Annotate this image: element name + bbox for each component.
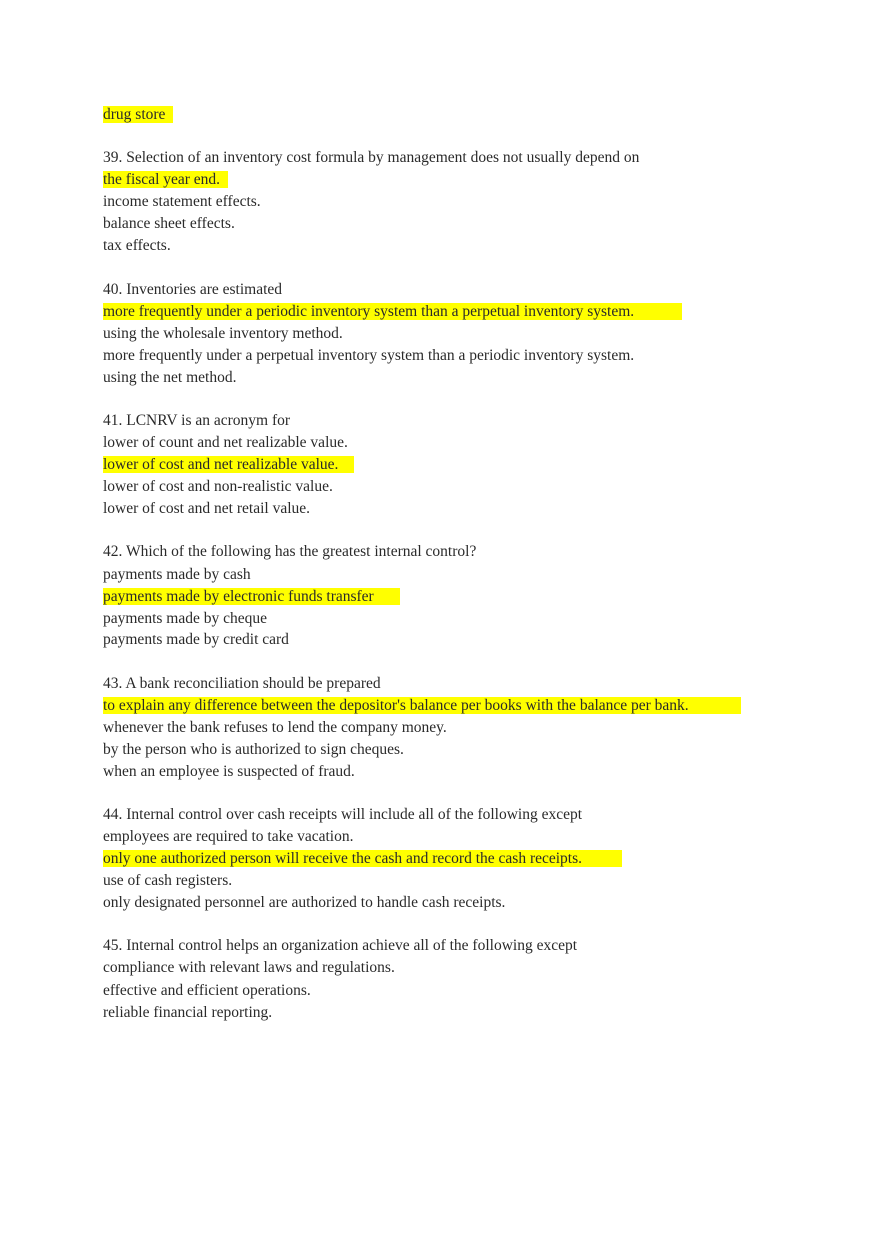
question-45-option-1: compliance with relevant laws and regulations. (103, 959, 395, 976)
question-42-option-1: payments made by cash (103, 566, 251, 583)
question-42-option-4: payments made by credit card (103, 631, 289, 648)
question-40-prompt: 40. Inventories are estimated (103, 281, 283, 298)
question-43-option-1 (103, 695, 741, 716)
question-41-option-2 (103, 454, 354, 475)
question-43-prompt: 43. A bank reconciliation should be prepared (103, 675, 381, 692)
question-41-option-1: lower of count and net realizable value. (103, 434, 348, 451)
highlighted-answer: only one authorized person will receive the cash and record the cash receipts. (103, 850, 622, 867)
question-40-option-3: more frequently under a perpetual inventory system than a periodic inventory system. (103, 347, 635, 364)
question-41-option-3: lower of cost and non-realistic value. (103, 478, 333, 495)
question-45-option-3: reliable financial reporting. (103, 1004, 273, 1021)
question-42-prompt: 42. Which of the following has the greatest internal control? (103, 543, 477, 560)
question-44-option-2 (103, 848, 622, 869)
question-39-prompt: 39. Selection of an inventory cost formula by management does not usually depend on (103, 149, 640, 166)
question-44-option-1: employees are required to take vacation. (103, 828, 354, 845)
question-39-option-4: tax effects. (103, 237, 171, 254)
question-45-option-2: effective and efficient operations. (103, 982, 311, 999)
question-41-prompt: 41. LCNRV is an acronym for (103, 412, 291, 429)
question-44-option-4: only designated personnel are authorized to handle cash receipts. (103, 894, 506, 911)
question-43-option-3: by the person who is authorized to sign cheques. (103, 741, 404, 758)
question-44-prompt: 44. Internal control over cash receipts will include all of the following except (103, 806, 583, 823)
question-42-option-2 (103, 586, 400, 607)
question-43-option-2: whenever the bank refuses to lend the company money. (103, 719, 447, 736)
question-40-option-1 (103, 301, 682, 322)
question-45-prompt: 45. Internal control helps an organization achieve all of the following except (103, 937, 578, 954)
highlighted-answer: drug store (103, 106, 173, 123)
question-41-option-4: lower of cost and net retail value. (103, 500, 311, 517)
highlighted-answer: to explain any difference between the depositor's balance per books with the balance per bank. (103, 697, 741, 714)
highlighted-answer: the fiscal year end. (103, 171, 228, 188)
question-40-option-2: using the wholesale inventory method. (103, 325, 343, 342)
question-40-option-4: using the net method. (103, 369, 237, 386)
highlighted-answer: payments made by electronic funds transfer (103, 588, 400, 605)
question-39-option-1 (103, 169, 228, 190)
highlighted-answer: lower of cost and net realizable value. (103, 456, 354, 473)
question-39-option-2: income statement effects. (103, 193, 261, 210)
previous-answer (103, 104, 173, 125)
question-39-option-3: balance sheet effects. (103, 215, 235, 232)
question-43-option-4: when an employee is suspected of fraud. (103, 763, 355, 780)
question-42-option-3: payments made by cheque (103, 610, 267, 627)
question-44-option-3: use of cash registers. (103, 872, 233, 889)
highlighted-answer: more frequently under a periodic inventory system than a perpetual inventory system. (103, 303, 682, 320)
